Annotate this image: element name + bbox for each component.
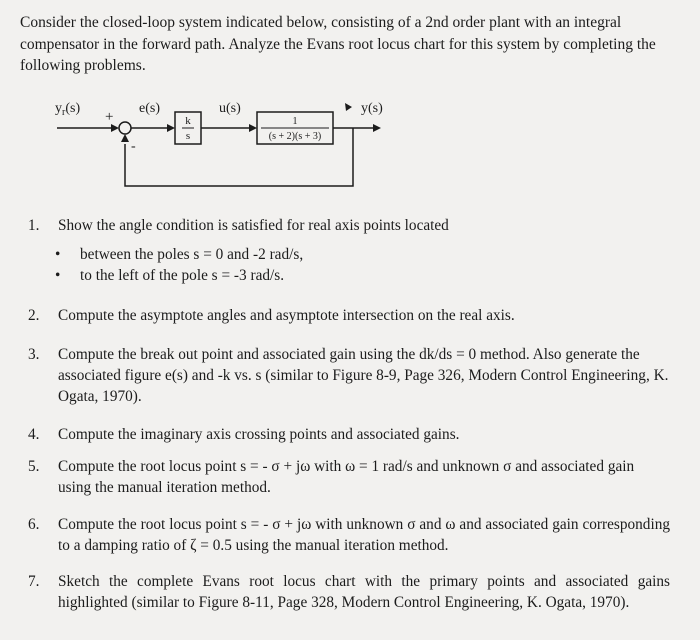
question-2 [28, 305, 670, 326]
question-5 [28, 456, 670, 498]
feedback-arrowhead [121, 134, 129, 142]
question-1-bullet-1 [28, 244, 670, 265]
question-7-number: 7. [28, 573, 40, 590]
plant-numerator: 1 [292, 116, 298, 127]
question-3 [28, 344, 670, 407]
output-pickoff-marker [345, 103, 352, 111]
question-1 [28, 215, 670, 286]
bullet-text: between the poles s = 0 and -2 rad/s, [80, 246, 304, 263]
question-5-text: Compute the root locus point s = - σ + jω with ω = 1 rad/s and unknown σ and associated gain using the manual iteration method. [58, 458, 635, 496]
question-2-number: 2. [28, 307, 40, 324]
question-6-number: 6. [28, 516, 40, 533]
input-arrowhead [111, 124, 119, 132]
question-7-text: Sketch the complete Evans root locus chart with the primary points and associated gains highlighted (similar to Figure 8-11, Page 328, Modern Control Engineering, K. Ogata, 1970). [58, 573, 670, 611]
block-diagram [55, 98, 395, 194]
question-3-number: 3. [28, 346, 40, 363]
compensator-numerator: k [185, 115, 191, 127]
bullet-dot: • [55, 267, 61, 284]
bullet-text: to the left of the pole s = -3 rad/s. [80, 267, 285, 284]
input-signal-label: $y_r(s)$ [55, 101, 81, 118]
compensator-denominator: s [185, 130, 191, 142]
question-3-text: Compute the break out point and associated gain using the dk/ds = 0 method. Also generate the associated figure e(s) and -k vs. s (similar to Figure 8-9, Page 326, Modern Control Engineering, K. Ogata, 1970). [58, 346, 669, 405]
question-1-bullet-2 [28, 265, 670, 286]
question-6-text: Compute the root locus point s = - σ + jω with unknown σ and ω and associated gain corresponding to a damping ratio of ζ = 0.5 using the manual iteration method. [58, 516, 670, 554]
question-7 [28, 571, 670, 613]
summing-junction [119, 122, 131, 134]
question-6 [28, 514, 670, 556]
output-arrowhead [373, 124, 381, 132]
control-signal-label: u(s) [219, 101, 241, 116]
error-signal-label: e(s) [139, 101, 160, 116]
question-5-number: 5. [28, 458, 40, 475]
question-1-text: Show the angle condition is satisfied for real axis points located [58, 217, 449, 234]
control-arrowhead [249, 124, 257, 132]
plant-denominator: (s + 2)(s + 3) [268, 131, 322, 142]
question-4-text: Compute the imaginary axis crossing points and associated gains. [58, 426, 460, 443]
minus-sign: - [131, 139, 136, 154]
question-1-number: 1. [28, 217, 40, 234]
problem-intro: Consider the closed-loop system indicated below, consisting of a 2nd order plant with an integral compensator in the forward path. Analyze the Evans root locus chart for this system by completing the following problems. [20, 14, 656, 74]
question-4-number: 4. [28, 426, 40, 443]
question-2-text: Compute the asymptote angles and asymptote intersection on the real axis. [58, 307, 515, 324]
bullet-dot: • [55, 246, 61, 263]
output-signal-label: y(s) [361, 101, 383, 116]
question-4 [28, 424, 670, 445]
plus-sign: + [105, 109, 114, 125]
error-arrowhead [167, 124, 175, 132]
